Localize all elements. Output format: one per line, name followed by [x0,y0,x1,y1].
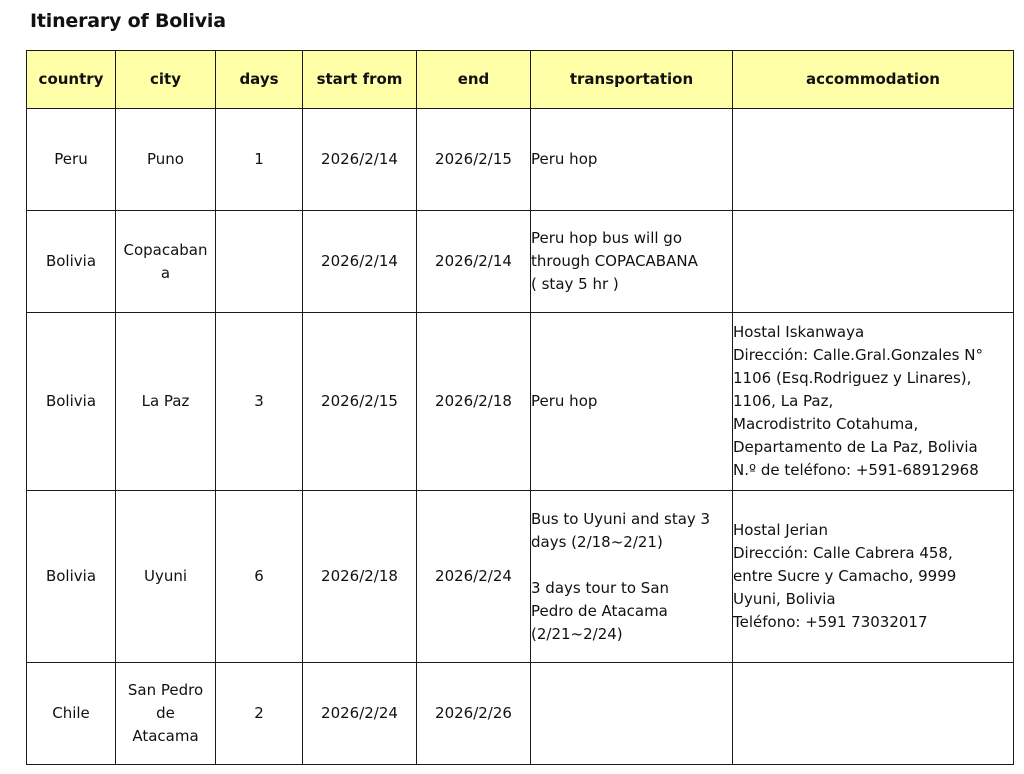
column-header-country: country [27,51,116,109]
cell-end-date: 2026/2/24 [417,491,531,663]
cell-days: 1 [216,109,303,211]
table-row [27,109,1014,211]
cell-end-date: 2026/2/18 [417,313,531,491]
cell-accommodation: Hostal Jerian Dirección: Calle Cabrera 458, entre Sucre y Camacho, 9999 Uyuni, Bolivia Teléfono: +591 73032017 [733,491,1014,663]
cell-accommodation [733,211,1014,313]
column-header-accommodation: accommodation [733,51,1014,109]
column-header-city: city [116,51,216,109]
cell-accommodation [733,109,1014,211]
cell-end-date: 2026/2/26 [417,663,531,765]
column-header-end: end [417,51,531,109]
cell-days: 3 [216,313,303,491]
table-row [27,491,1014,663]
cell-start-date: 2026/2/14 [303,211,417,313]
cell-country: Chile [27,663,116,765]
column-header-start-from: start from [303,51,417,109]
column-header-transportation: transportation [531,51,733,109]
cell-transportation: Bus to Uyuni and stay 3 days (2/18~2/21) 3 days tour to San Pedro de Atacama (2/21~2/24) [531,491,733,663]
cell-accommodation: Hostal Iskanwaya Dirección: Calle.Gral.Gonzales N° 1106 (Esq.Rodriguez y Linares), 1106, La Paz, Macrodistrito Cotahuma, Departamento de La Paz, Bolivia N.º de teléfono: +591-68912968 [733,313,1014,491]
cell-days [216,211,303,313]
table-row [27,663,1014,765]
cell-transportation [531,663,733,765]
cell-accommodation [733,663,1014,765]
cell-days: 6 [216,491,303,663]
cell-start-date: 2026/2/24 [303,663,417,765]
column-header-days: days [216,51,303,109]
cell-end-date: 2026/2/15 [417,109,531,211]
cell-days: 2 [216,663,303,765]
cell-transportation: Peru hop bus will go through COPACABANA ( stay 5 hr ) [531,211,733,313]
table-header-row [27,51,1014,109]
table-row [27,313,1014,491]
cell-country: Bolivia [27,491,116,663]
cell-city: Puno [116,109,216,211]
cell-country: Peru [27,109,116,211]
cell-transportation: Peru hop [531,313,733,491]
cell-city: San Pedro de Atacama [116,663,216,765]
cell-end-date: 2026/2/14 [417,211,531,313]
cell-country: Bolivia [27,313,116,491]
itinerary-table [26,50,1014,765]
page-title: Itinerary of Bolivia [30,10,226,32]
cell-start-date: 2026/2/14 [303,109,417,211]
cell-start-date: 2026/2/18 [303,491,417,663]
table-row [27,211,1014,313]
cell-country: Bolivia [27,211,116,313]
cell-city: La Paz [116,313,216,491]
cell-start-date: 2026/2/15 [303,313,417,491]
cell-city: Copacaban a [116,211,216,313]
cell-transportation: Peru hop [531,109,733,211]
cell-city: Uyuni [116,491,216,663]
